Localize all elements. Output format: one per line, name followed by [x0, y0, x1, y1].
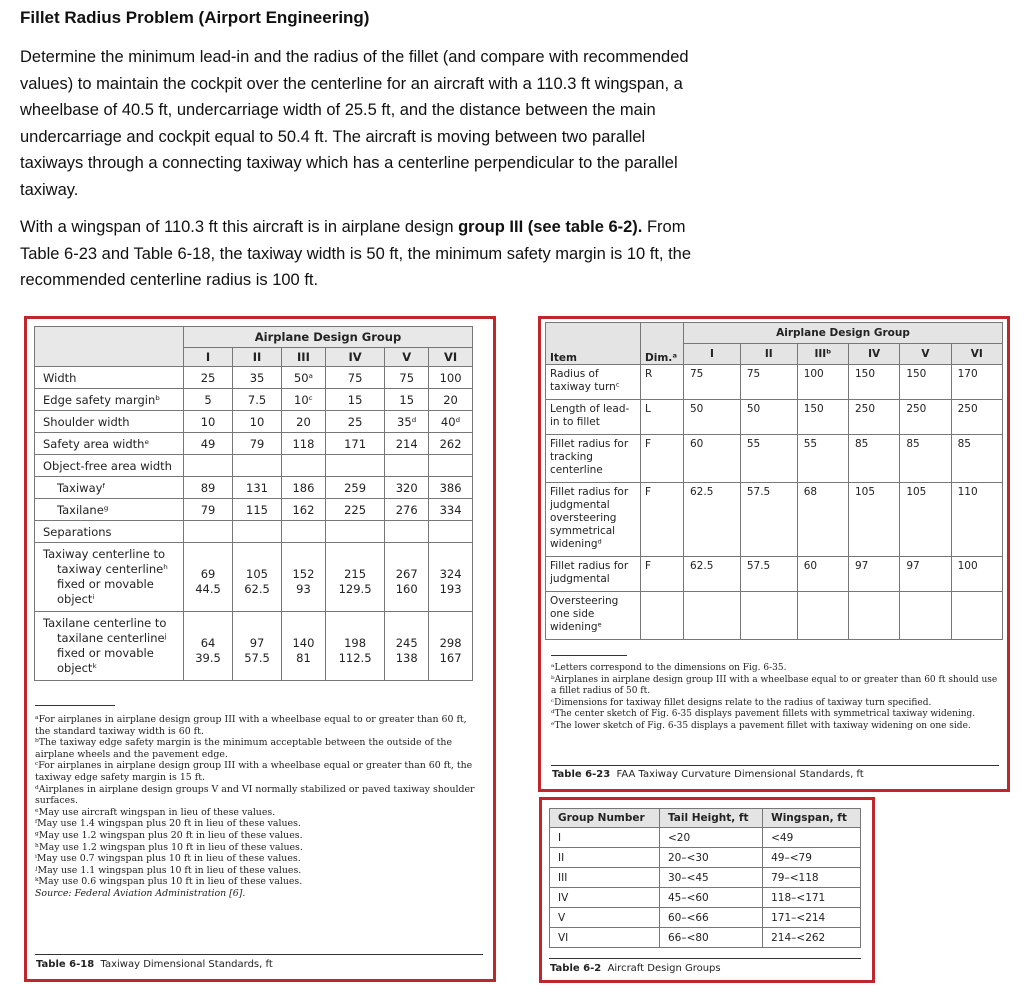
cell: 62.5	[684, 483, 741, 557]
cell: 66–<80	[659, 928, 762, 948]
cell-value: 167	[439, 651, 462, 665]
footnote: ᵃFor airplanes in airplane design group III with a wheelbase equal to or greater than 60 ft, the standard taxiway width is 60 ft.	[35, 714, 467, 737]
cell: 20	[429, 389, 473, 411]
cell: 75	[740, 365, 797, 400]
cell-value: 129.5	[338, 582, 372, 596]
caption-label: Table 6-2	[550, 963, 602, 974]
row-label: Safety area widthᵉ	[35, 433, 184, 455]
cell: 50	[740, 400, 797, 435]
cell: III	[550, 868, 660, 888]
row-label	[35, 612, 184, 681]
cell	[429, 612, 473, 681]
row-label-line: Taxilane centerline to	[43, 616, 167, 630]
cell-value: 69	[200, 567, 216, 581]
table-6-18-footnotes	[35, 714, 481, 900]
row-label	[35, 543, 184, 612]
footnote: ᶜFor airplanes in airplane design group III with a wheelbase equal or greater than 60 ft, the taxiway edge safety margin is 15 ft.	[35, 760, 473, 783]
footnote: ᵇAirplanes in airplane design group III with a wheelbase equal to or greater than 60 ft should use a fillet radius of 50 ft.	[551, 674, 998, 696]
cell: 85	[900, 435, 951, 483]
table-6-23-caption	[552, 769, 864, 780]
footnote: ᵉThe lower sketch of Fig. 6-35 displays a pavement fillet with taxiway widening on one side.	[551, 720, 971, 731]
problem-statement: Determine the minimum lead-in and the radius of the fillet (and compare with recommended values) to maintain the cockpit over the centerline for an aircraft with a 110.3 ft wingspan, a wheelbase of 40.5 ft, undercarriage width of 25.5 ft, and the distance between the main undercarriage and cockpit equal to 50.4 ft. The aircraft is moving between two parallel taxiways through a connecting taxiway which has a centerline perpendicular to the parallel taxiway.	[20, 48, 689, 199]
footnote: ᵍMay use 1.2 wingspan plus 20 ft in lieu of these values.	[35, 829, 303, 841]
cell: 150	[797, 400, 848, 435]
cell-value: 81	[296, 651, 311, 665]
table-row	[550, 848, 861, 868]
cell-value: 97	[249, 636, 265, 650]
cell	[385, 543, 429, 612]
cell: 35ᵈ	[385, 411, 429, 433]
table-row	[546, 557, 1003, 592]
cell: 20–<30	[659, 848, 762, 868]
footnote-divider	[551, 655, 627, 656]
cell: 10	[233, 411, 282, 433]
row-label: Shoulder width	[35, 411, 184, 433]
group-header: Airplane Design Group	[184, 327, 473, 348]
cell-value: 267	[395, 567, 418, 581]
table-row	[550, 888, 861, 908]
cell: 105	[849, 483, 900, 557]
cell	[429, 455, 473, 477]
cell: 25	[184, 367, 233, 389]
footnote: ᵈAirplanes in airplane design groups V and VI normally stabilized or paved taxiway shoulder surfaces.	[35, 783, 475, 807]
cell-value: 215	[344, 567, 367, 581]
cell: 110	[951, 483, 1002, 557]
table-6-18-caption	[36, 959, 273, 970]
cell: 60–<66	[659, 908, 762, 928]
table-6-23-panel	[538, 316, 1010, 792]
cell	[951, 592, 1002, 640]
group-header: Airplane Design Group	[684, 323, 1003, 344]
cell: 100	[429, 367, 473, 389]
cell: 20	[282, 411, 326, 433]
table-row	[550, 908, 861, 928]
cell-value: 138	[395, 651, 418, 665]
cell: 162	[282, 499, 326, 521]
col-header: II	[233, 348, 282, 367]
row-label: Radius of taxiway turnᶜ	[546, 365, 641, 400]
cell: 118	[282, 433, 326, 455]
cell: 5	[184, 389, 233, 411]
table-6-23-footnotes	[551, 663, 999, 732]
cell: 55	[740, 435, 797, 483]
cell-value: 193	[439, 582, 462, 596]
table-6-18-panel	[24, 316, 496, 982]
cell-value: 160	[395, 582, 418, 596]
cell	[325, 543, 384, 612]
col-header: V	[385, 348, 429, 367]
cell	[385, 612, 429, 681]
cell: IV	[550, 888, 660, 908]
cell: 50ᵃ	[282, 367, 326, 389]
cell: 171	[325, 433, 384, 455]
cell	[233, 543, 282, 612]
corner-cell	[35, 327, 184, 367]
taxiway-dimensional-standards-table	[34, 326, 473, 681]
cell: 15	[325, 389, 384, 411]
table-row	[35, 543, 473, 612]
col-header: Tail Height, ft	[659, 809, 762, 828]
cell	[429, 543, 473, 612]
cell: 30–<45	[659, 868, 762, 888]
caption-divider	[551, 765, 999, 766]
cell-value: 57.5	[244, 651, 270, 665]
cell: 45–<60	[659, 888, 762, 908]
cell: 79–<118	[763, 868, 861, 888]
cell: 49	[184, 433, 233, 455]
cell	[184, 543, 233, 612]
footnote: ʲMay use 1.1 wingspan plus 10 ft in lieu of these values.	[35, 864, 302, 876]
cell: 75	[385, 367, 429, 389]
cell: 40ᵈ	[429, 411, 473, 433]
row-label-line: taxiway centerlineʰ	[57, 562, 168, 576]
cell-value: 93	[296, 582, 311, 596]
solution-text-end: From Table 6-23 and Table 6-18, the taxiway width is 50 ft, the minimum safety margin is 10 ft, the recommended centerline radius is 100 ft.	[20, 218, 692, 289]
footnote: ᵈThe center sketch of Fig. 6-35 displays pavement fillets with symmetrical taxiway widening.	[551, 709, 976, 719]
cell-value: 105	[246, 567, 268, 581]
cell	[184, 521, 233, 543]
cell	[900, 592, 951, 640]
row-label-line: Taxiway centerline to	[43, 547, 166, 561]
solution-text-start: With a wingspan of 110.3 ft this aircraft is in airplane design	[20, 218, 459, 236]
cell: <49	[763, 828, 861, 848]
cell: 150	[849, 365, 900, 400]
page-title: Fillet Radius Problem (Airport Engineering)	[20, 8, 370, 27]
cell	[233, 612, 282, 681]
cell: 320	[385, 477, 429, 499]
col-header: Group Number	[550, 809, 660, 828]
row-label: Width	[35, 367, 184, 389]
cell: 49–<79	[763, 848, 861, 868]
footnote-divider	[35, 705, 115, 706]
cell: 250	[900, 400, 951, 435]
footnote: ᶠMay use 1.4 wingspan plus 20 ft in lieu of these values.	[35, 818, 301, 830]
footnote: ᵉMay use aircraft wingspan in lieu of these values.	[35, 806, 276, 818]
table-row	[550, 828, 861, 848]
cell: I	[550, 828, 660, 848]
row-label: Fillet radius for judgmental	[546, 557, 641, 592]
cell: 186	[282, 477, 326, 499]
cell: 334	[429, 499, 473, 521]
row-label: Taxilaneᵍ	[35, 499, 184, 521]
row-label: Object-free area width	[35, 455, 184, 477]
cell: 214	[385, 433, 429, 455]
table-row	[35, 455, 473, 477]
row-label: Oversteering one side wideningᵉ	[546, 592, 641, 640]
cell: 150	[900, 365, 951, 400]
footnote: ᶜDimensions for taxiway fillet designs relate to the radius of taxiway turn specified.	[551, 697, 932, 708]
cell: 118–<171	[763, 888, 861, 908]
cell-value: 298	[439, 636, 462, 650]
table-row	[550, 928, 861, 948]
dim-header: Dim.ᵃ	[641, 323, 684, 365]
cell	[325, 455, 384, 477]
cell: 97	[849, 557, 900, 592]
cell: 75	[684, 365, 741, 400]
table-row	[546, 483, 1003, 557]
cell	[740, 592, 797, 640]
cell: 10ᶜ	[282, 389, 326, 411]
cell: VI	[550, 928, 660, 948]
row-label: Separations	[35, 521, 184, 543]
row-label: Length of lead-in to fillet	[546, 400, 641, 435]
row-label: Fillet radius for judgmental oversteering symmetrical wideningᵈ	[546, 483, 641, 557]
cell-value: 44.5	[195, 582, 221, 596]
cell: 85	[849, 435, 900, 483]
footnote: ʰMay use 1.2 wingspan plus 10 ft in lieu of these values.	[35, 841, 303, 853]
row-label: Edge safety marginᵇ	[35, 389, 184, 411]
cell: II	[550, 848, 660, 868]
cell	[233, 455, 282, 477]
footnote: ᵃLetters correspond to the dimensions on Fig. 6-35.	[551, 663, 787, 673]
col-header: VI	[429, 348, 473, 367]
cell-value: 39.5	[195, 651, 221, 665]
caption-label: Table 6-23	[552, 769, 611, 780]
row-label-line: taxilane centerlineʲ	[57, 631, 167, 645]
table-row	[35, 433, 473, 455]
table-row	[35, 389, 473, 411]
footnote: ⁱMay use 0.7 wingspan plus 10 ft in lieu of these values.	[35, 853, 301, 865]
cell: 60	[797, 557, 848, 592]
cell: 250	[951, 400, 1002, 435]
cell: 214–<262	[763, 928, 861, 948]
cell: V	[550, 908, 660, 928]
cell: 105	[900, 483, 951, 557]
cell	[429, 521, 473, 543]
cell: 79	[233, 433, 282, 455]
cell: F	[641, 483, 684, 557]
col-header: VI	[951, 344, 1002, 365]
cell: 75	[325, 367, 384, 389]
cell: 100	[951, 557, 1002, 592]
cell	[849, 592, 900, 640]
cell: F	[641, 557, 684, 592]
cell	[282, 612, 326, 681]
table-row	[35, 367, 473, 389]
cell	[282, 521, 326, 543]
cell: 15	[385, 389, 429, 411]
cell-value: 112.5	[338, 651, 372, 665]
cell-value: 140	[292, 636, 315, 650]
cell	[325, 612, 384, 681]
cell-value: 245	[395, 636, 418, 650]
cell: 262	[429, 433, 473, 455]
cell: 170	[951, 365, 1002, 400]
table-row	[35, 521, 473, 543]
cell: 131	[233, 477, 282, 499]
cell: 115	[233, 499, 282, 521]
col-header: IIIᵇ	[797, 344, 848, 365]
cell	[641, 592, 684, 640]
col-header: IV	[849, 344, 900, 365]
cell	[385, 521, 429, 543]
col-header: I	[684, 344, 741, 365]
col-header: III	[282, 348, 326, 367]
row-label: Fillet radius for tracking centerline	[546, 435, 641, 483]
cell: 10	[184, 411, 233, 433]
cell: <20	[659, 828, 762, 848]
cell: 85	[951, 435, 1002, 483]
cell: 55	[797, 435, 848, 483]
cell: L	[641, 400, 684, 435]
cell: 276	[385, 499, 429, 521]
cell: 7.5	[233, 389, 282, 411]
cell: 60	[684, 435, 741, 483]
cell: F	[641, 435, 684, 483]
col-header: V	[900, 344, 951, 365]
header-row	[550, 809, 861, 828]
cell: 97	[900, 557, 951, 592]
cell	[797, 592, 848, 640]
row-label-line: objectᵏ	[57, 661, 98, 675]
solution-paragraph	[20, 214, 710, 294]
solution-text-bold: group III (see table 6-2).	[458, 218, 643, 236]
cell: 100	[797, 365, 848, 400]
caption-divider	[35, 954, 483, 955]
col-header: I	[184, 348, 233, 367]
cell: 57.5	[740, 483, 797, 557]
cell: 62.5	[684, 557, 741, 592]
row-label-line: fixed or movable	[57, 646, 154, 660]
cell: 79	[184, 499, 233, 521]
table-6-2-caption	[550, 963, 721, 974]
cell: 68	[797, 483, 848, 557]
taxiway-curvature-table	[545, 322, 1003, 640]
cell	[233, 521, 282, 543]
caption-text: Taxiway Dimensional Standards, ft	[100, 959, 273, 970]
table-row	[546, 400, 1003, 435]
cell: 89	[184, 477, 233, 499]
col-header: Wingspan, ft	[763, 809, 861, 828]
cell	[385, 455, 429, 477]
table-row	[35, 612, 473, 681]
cell-value: 198	[344, 636, 367, 650]
aircraft-design-groups-table	[549, 808, 861, 948]
col-header: IV	[325, 348, 384, 367]
source-note: Source: Federal Aviation Administration [6].	[35, 887, 246, 899]
cell-value: 324	[439, 567, 462, 581]
table-row	[546, 435, 1003, 483]
caption-text: FAA Taxiway Curvature Dimensional Standards, ft	[616, 769, 864, 780]
table-row	[546, 592, 1003, 640]
footnote: ᵏMay use 0.6 wingspan plus 10 ft in lieu of these values.	[35, 876, 303, 888]
row-label: Taxiwayᶠ	[35, 477, 184, 499]
cell: 25	[325, 411, 384, 433]
cell	[184, 455, 233, 477]
caption-divider	[549, 958, 861, 959]
cell	[184, 612, 233, 681]
cell: 250	[849, 400, 900, 435]
cell: 50	[684, 400, 741, 435]
table-6-2-panel	[539, 797, 875, 983]
cell: 225	[325, 499, 384, 521]
cell	[282, 455, 326, 477]
table-row	[546, 365, 1003, 400]
cell: 386	[429, 477, 473, 499]
row-label-line: fixed or movable	[57, 577, 154, 591]
cell-value: 62.5	[244, 582, 270, 596]
cell	[282, 543, 326, 612]
item-header: Item	[546, 323, 641, 365]
cell-value: 64	[200, 636, 216, 650]
table-row	[35, 477, 473, 499]
footnote: ᵇThe taxiway edge safety margin is the minimum acceptable between the outside of the airplane wheels and the pavement edge.	[35, 737, 453, 760]
caption-text: Aircraft Design Groups	[607, 963, 721, 974]
table-row	[35, 411, 473, 433]
col-header: II	[740, 344, 797, 365]
row-label-line: objectⁱ	[57, 592, 95, 606]
cell: R	[641, 365, 684, 400]
table-row	[35, 499, 473, 521]
caption-label: Table 6-18	[36, 959, 95, 970]
cell	[325, 521, 384, 543]
cell-value: 152	[292, 567, 315, 581]
table-row	[550, 868, 861, 888]
cell: 259	[325, 477, 384, 499]
cell	[684, 592, 741, 640]
cell: 171–<214	[763, 908, 861, 928]
cell: 35	[233, 367, 282, 389]
cell: 57.5	[740, 557, 797, 592]
